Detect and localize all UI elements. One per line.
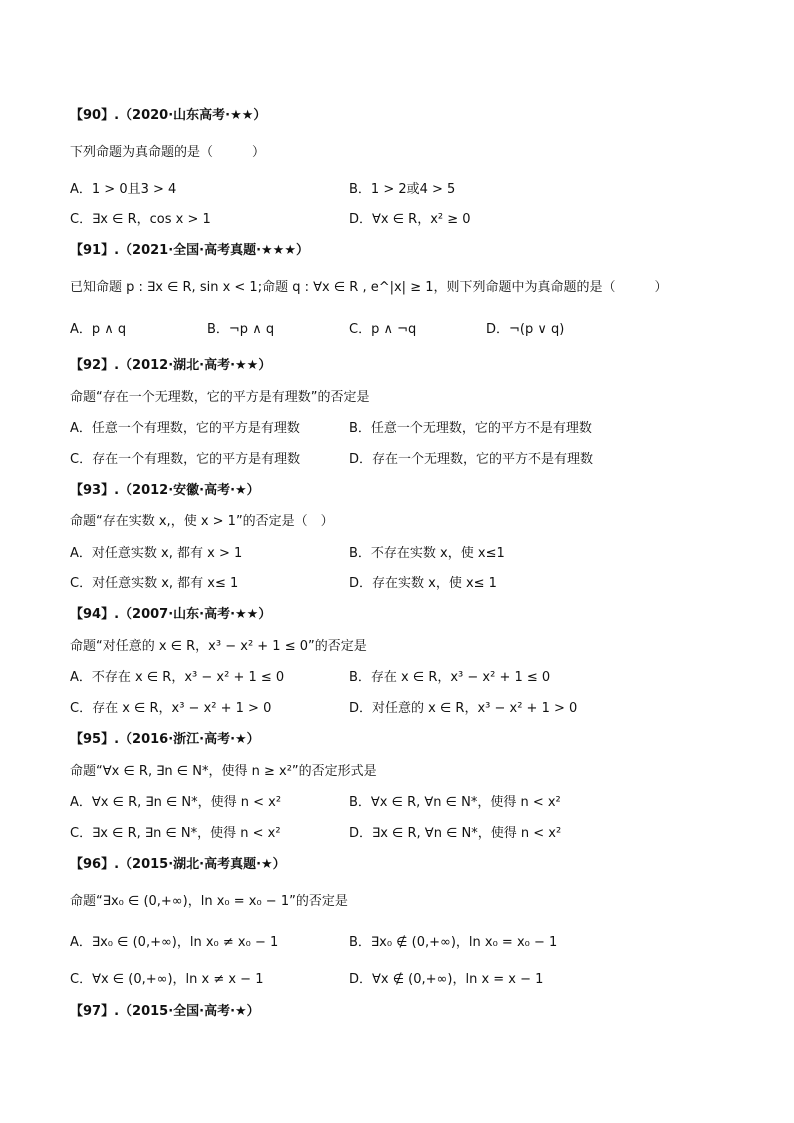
question-90-option-c: C．∃x ∈ R，cos x > 1 — [70, 212, 211, 227]
question-92-header: 【92】.（2012·湖北·高考·★★） — [70, 358, 272, 373]
question-92-option-d: D．存在一个无理数，它的平方不是有理数 — [349, 452, 594, 467]
question-95-option-c: C．∃x ∈ R, ∃n ∈ N*，使得 n < x² — [70, 826, 281, 841]
question-93-option-b: B．不存在实数 x，使 x≤1 — [349, 546, 505, 561]
question-96-option-b: B．∃x₀ ∉ (0,+∞)，ln x₀ = x₀ − 1 — [349, 935, 558, 950]
question-94-option-b: B．存在 x ∈ R，x³ − x² + 1 ≤ 0 — [349, 670, 551, 685]
question-95-option-a: A．∀x ∈ R, ∃n ∈ N*，使得 n < x² — [70, 795, 282, 810]
question-92-stem: 命题“存在一个无理数，它的平方是有理数”的否定是 — [70, 390, 370, 405]
question-92-option-c: C．存在一个有理数，它的平方是有理数 — [70, 452, 301, 467]
question-90-stem: 下列命题为真命题的是（ ） — [70, 145, 266, 160]
question-96-option-c: C．∀x ∈ (0,+∞)，ln x ≠ x − 1 — [70, 972, 264, 987]
question-91-option-d: D．¬(p ∨ q) — [486, 322, 565, 337]
question-91-header: 【91】.（2021·全国·高考真题·★★★） — [70, 243, 309, 258]
question-94-option-c: C．存在 x ∈ R，x³ − x² + 1 > 0 — [70, 701, 272, 716]
question-95-stem: 命题“∀x ∈ R, ∃n ∈ N*，使得 n ≥ x²”的否定形式是 — [70, 764, 377, 779]
question-93-header: 【93】.（2012·安徽·高考·★） — [70, 483, 260, 498]
question-96-header: 【96】.（2015·湖北·高考真题·★） — [70, 857, 286, 872]
question-94-option-d: D．对任意的 x ∈ R，x³ − x² + 1 > 0 — [349, 701, 578, 716]
question-92-option-b: B．任意一个无理数，它的平方不是有理数 — [349, 421, 592, 436]
question-90-option-a: A．1 > 0且3 > 4 — [70, 182, 177, 197]
question-92-option-a: A．任意一个有理数，它的平方是有理数 — [70, 421, 300, 436]
question-91-option-a: A．p ∧ q — [70, 322, 127, 337]
question-90-option-b: B．1 > 2或4 > 5 — [349, 182, 456, 197]
question-95-option-b: B．∀x ∈ R, ∀n ∈ N*，使得 n < x² — [349, 795, 561, 810]
question-95-option-d: D．∃x ∈ R, ∀n ∈ N*，使得 n < x² — [349, 826, 562, 841]
question-96-option-a: A．∃x₀ ∈ (0,+∞)，ln x₀ ≠ x₀ − 1 — [70, 935, 279, 950]
question-90-option-d: D．∀x ∈ R，x² ≥ 0 — [349, 212, 471, 227]
question-95-header: 【95】.（2016·浙江·高考·★） — [70, 732, 260, 747]
question-96-stem: 命题“∃x₀ ∈ (0,+∞)，ln x₀ = x₀ − 1”的否定是 — [70, 894, 348, 909]
question-94-option-a: A．不存在 x ∈ R，x³ − x² + 1 ≤ 0 — [70, 670, 285, 685]
question-94-stem: 命题“对任意的 x ∈ R，x³ − x² + 1 ≤ 0”的否定是 — [70, 639, 367, 654]
question-90-header: 【90】.（2020·山东高考·★★） — [70, 108, 267, 123]
question-96-option-d: D．∀x ∉ (0,+∞)，ln x = x − 1 — [349, 972, 544, 987]
question-91-stem: 已知命题 p : ∃x ∈ R, sin x < 1;命题 q : ∀x ∈ R , e^|x| ≥ 1，则下列命题中为真命题的是（ ） — [70, 280, 668, 295]
question-97-header: 【97】.（2015·全国·高考·★） — [70, 1004, 260, 1019]
question-94-header: 【94】.（2007·山东·高考·★★） — [70, 607, 272, 622]
question-91-option-b: B．¬p ∧ q — [207, 322, 275, 337]
question-91-option-c: C．p ∧ ¬q — [349, 322, 417, 337]
question-93-stem: 命题“存在实数 x,，使 x > 1”的否定是（ ） — [70, 514, 334, 529]
question-93-option-c: C．对任意实数 x, 都有 x≤ 1 — [70, 576, 239, 591]
question-93-option-d: D．存在实数 x，使 x≤ 1 — [349, 576, 497, 591]
question-93-option-a: A．对任意实数 x, 都有 x > 1 — [70, 546, 243, 561]
